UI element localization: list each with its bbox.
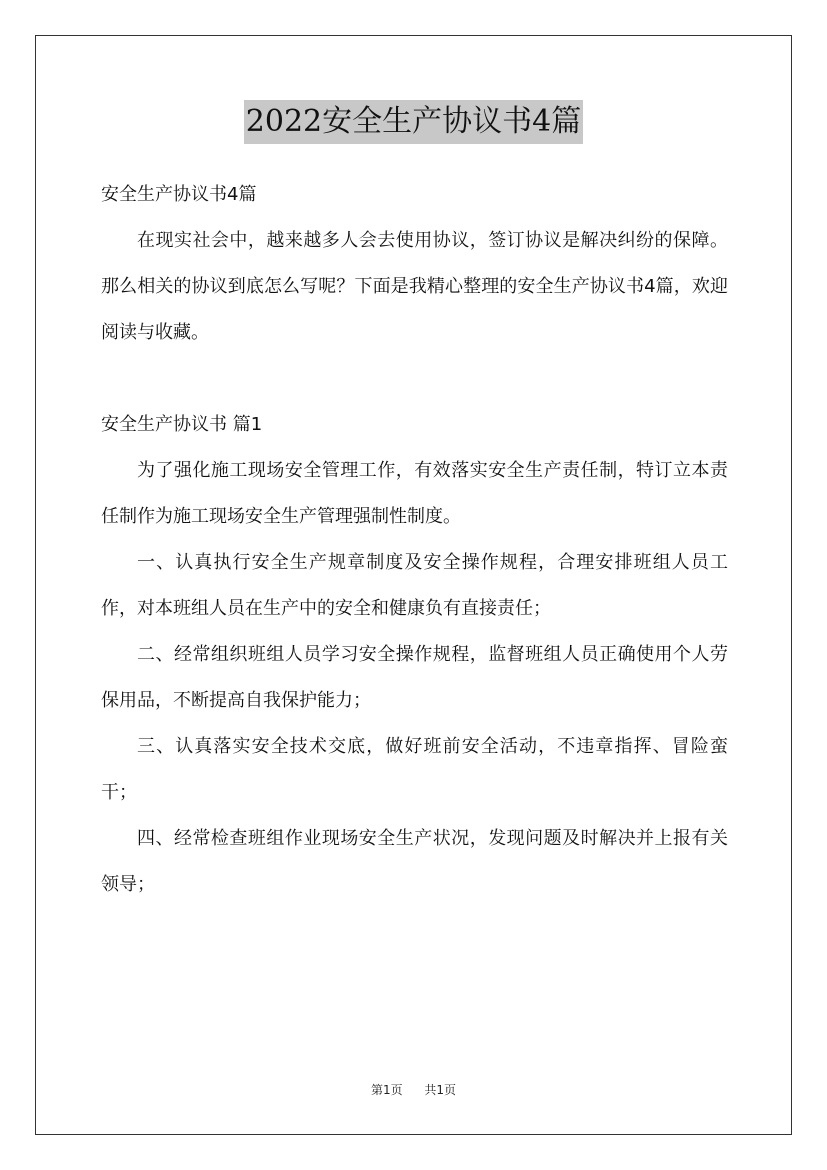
document-body [101, 172, 728, 908]
page-footer [0, 1081, 827, 1098]
blank-line [101, 356, 728, 402]
intro-paragraph: 在现实社会中，越来越多人会去使用协议，签订协议是解决纠纷的保障。那么相关的协议到底怎么写呢？下面是我精心整理的安全生产协议书4篇，欢迎阅读与收藏。 [101, 230, 728, 343]
page-number: 第1页 [371, 1083, 403, 1097]
paragraph: 三、认真落实安全技术交底，做好班前安全活动，不违章指挥、冒险蛮干； [101, 736, 728, 803]
document-title: 2022安全生产协议书4篇 [244, 100, 583, 144]
page-total: 共1页 [424, 1083, 456, 1097]
paragraph: 为了强化施工现场安全管理工作，有效落实安全生产责任制，特订立本责任制作为施工现场安全生产管理强制性制度。 [101, 460, 728, 527]
section-heading: 安全生产协议书 篇1 [101, 414, 263, 435]
title-container [0, 100, 827, 144]
paragraph: 四、经常检查班组作业现场安全生产状况，发现问题及时解决并上报有关领导； [101, 828, 728, 895]
paragraph: 二、经常组织班组人员学习安全操作规程，监督班组人员正确使用个人劳保用品，不断提高自我保护能力； [101, 644, 728, 711]
paragraph: 一、认真执行安全生产规章制度及安全操作规程，合理安排班组人员工作，对本班组人员在生产中的安全和健康负有直接责任； [101, 552, 728, 619]
document-subtitle: 安全生产协议书4篇 [101, 184, 257, 205]
